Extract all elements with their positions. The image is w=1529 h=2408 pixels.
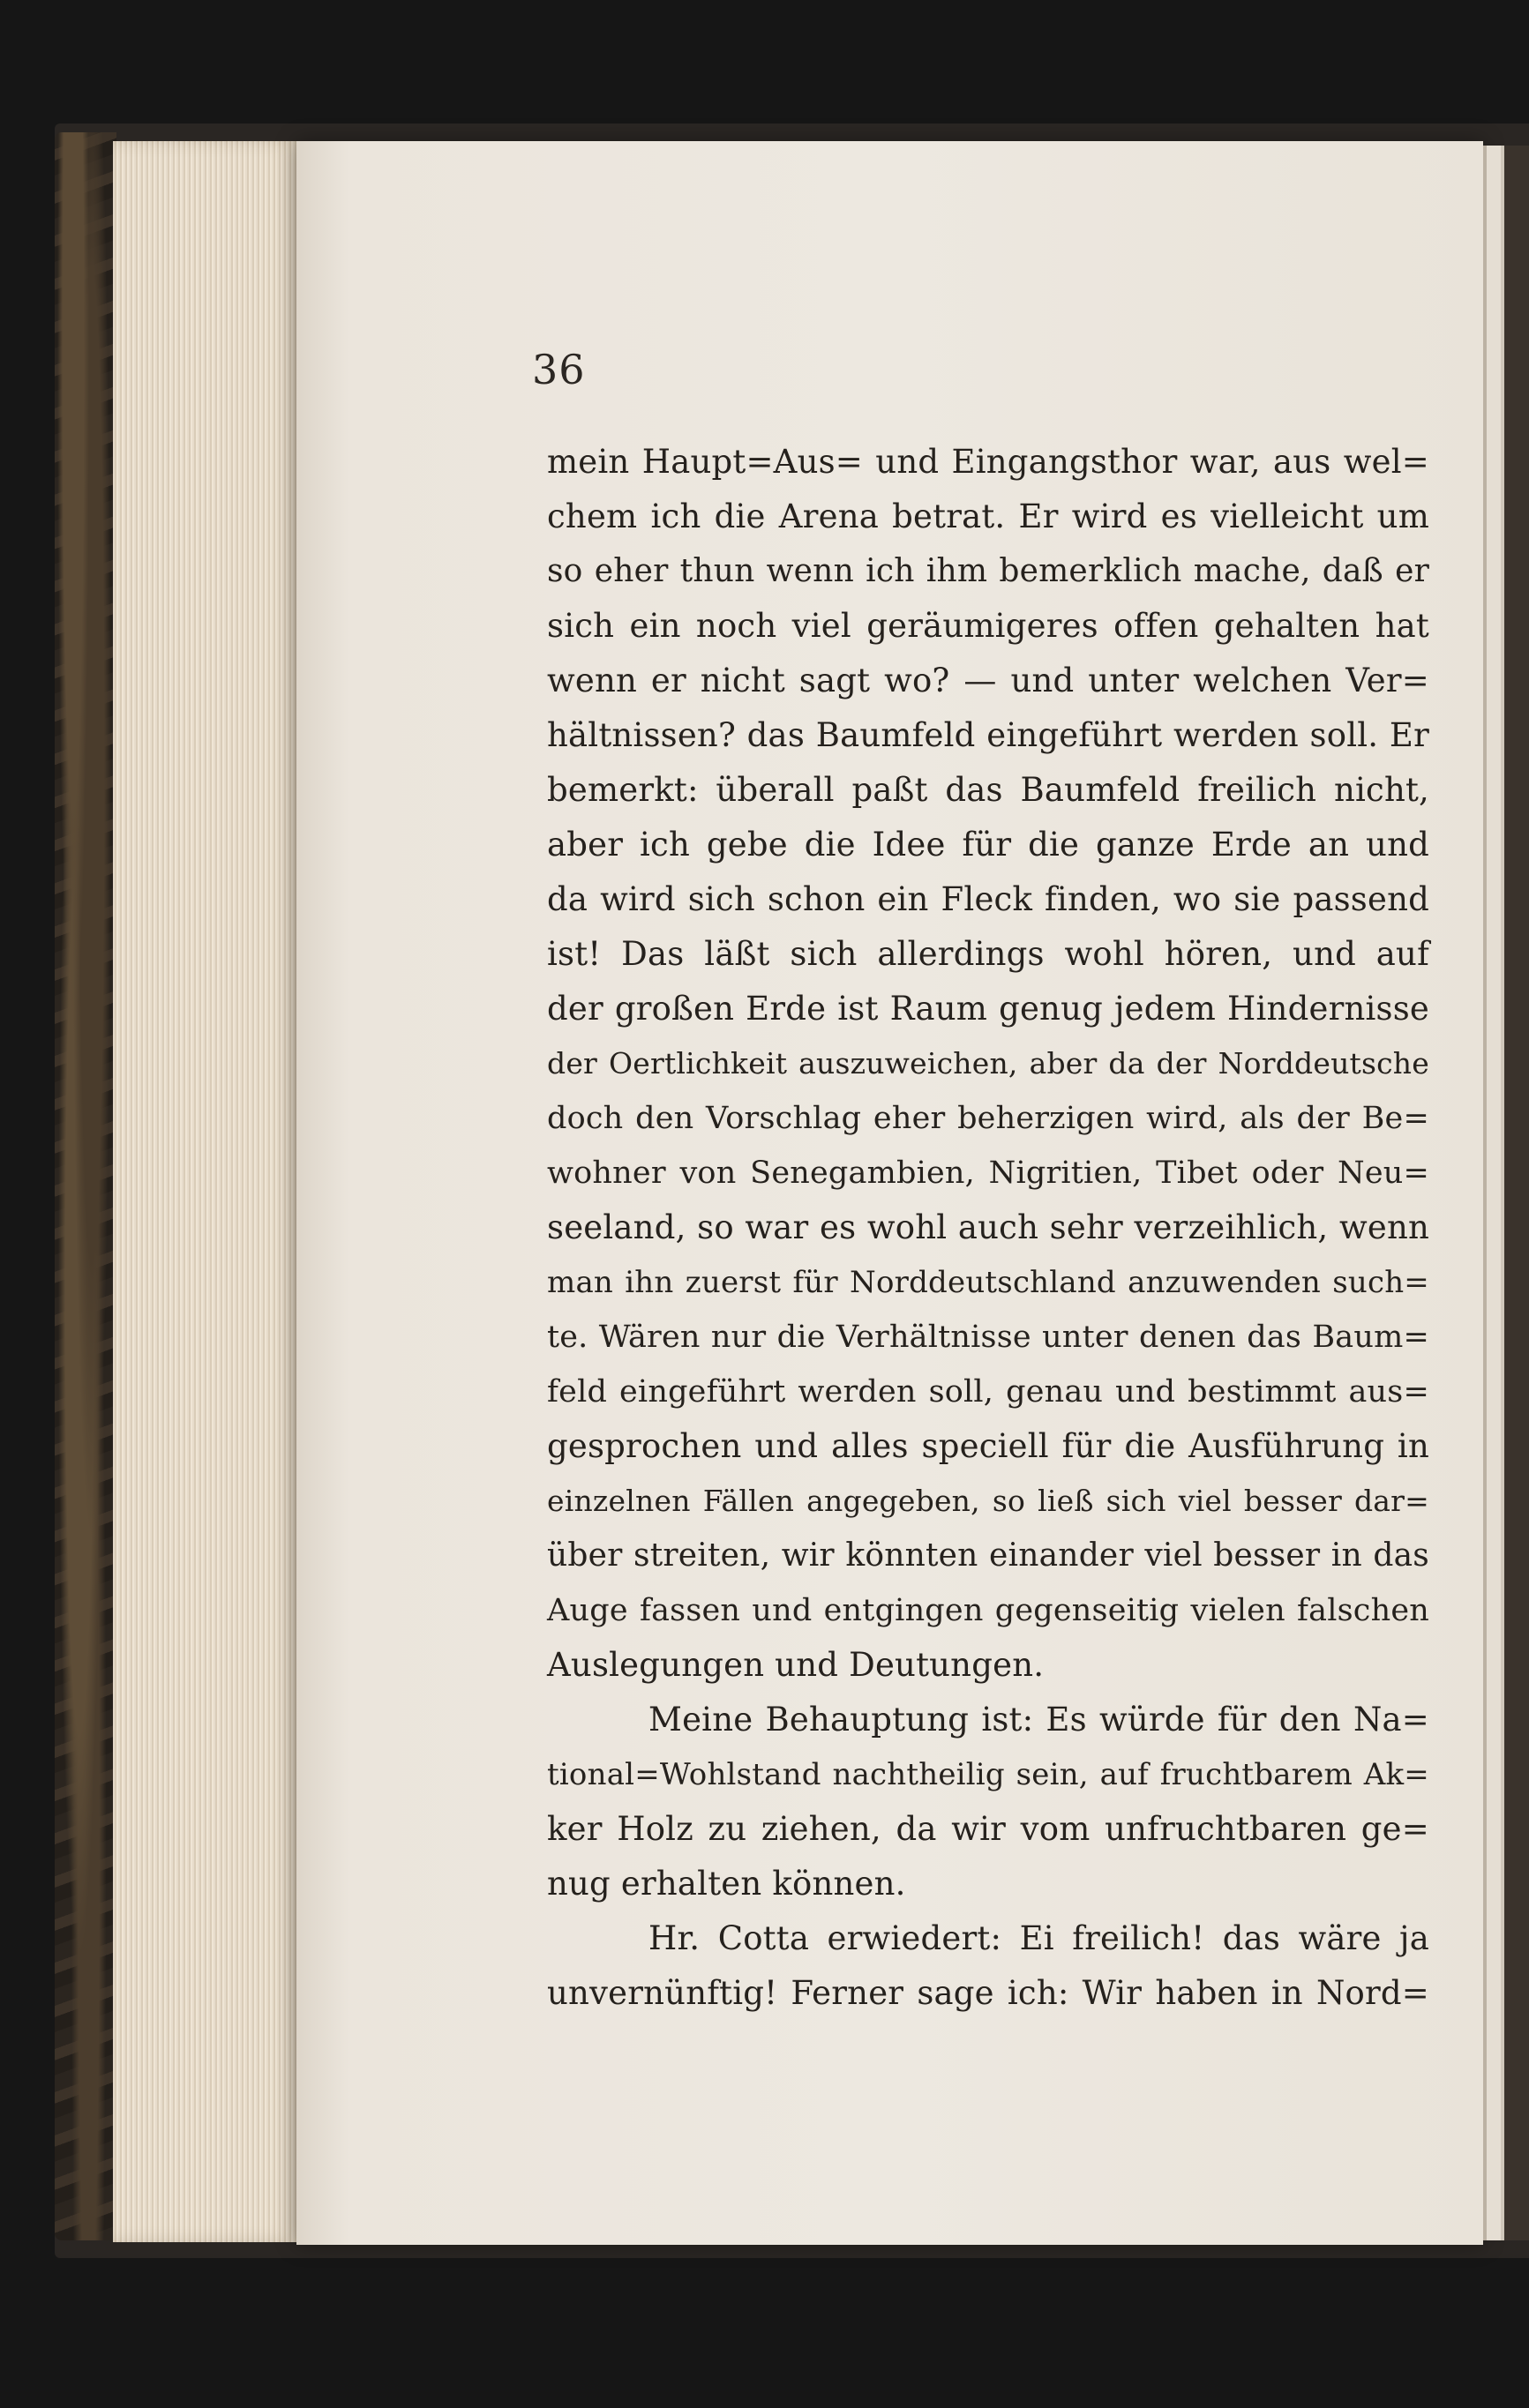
text-line: ker Holz zu ziehen, da wir vom unfruchtbaren ge= xyxy=(547,1810,1429,1848)
text-line: hältnissen? das Baumfeld eingeführt werden soll. Er xyxy=(547,716,1429,754)
text-line: wohner von Senegambien, Nigritien, Tibet oder Neu= xyxy=(547,1155,1429,1191)
text-line: feld eingeführt werden soll, genau und bestimmt aus= xyxy=(547,1374,1429,1410)
page-text-body xyxy=(547,435,1429,2021)
text-line: da wird sich schon ein Fleck finden, wo sie passend xyxy=(547,880,1429,918)
text-line: te. Wären nur die Verhältnisse unter denen das Baum= xyxy=(547,1320,1429,1355)
text-line: ist! Das läßt sich allerdings wohl hören, und auf xyxy=(547,935,1429,973)
text-line: Auslegungen und Deutungen. xyxy=(547,1646,1045,1684)
text-line: chem ich die Arena betrat. Er wird es vielleicht um xyxy=(547,497,1429,535)
text-line: doch den Vorschlag eher beherzigen wird, als der Be= xyxy=(547,1101,1429,1136)
text-line: unvernünftig! Ferner sage ich: Wir haben in Nord= xyxy=(547,1974,1429,2012)
text-line: tional=Wohlstand nachtheilig sein, auf fruchtbarem Ak= xyxy=(547,1757,1429,1792)
text-line: Auge fassen und entgingen gegenseitig vielen falschen xyxy=(547,1593,1429,1628)
text-line: so eher thun wenn ich ihm bemerklich mache, daß er xyxy=(547,553,1429,589)
text-line: einzelnen Fällen angegeben, so ließ sich viel besser dar= xyxy=(547,1484,1429,1518)
page-number: 36 xyxy=(532,346,586,393)
text-line: sich ein noch viel geräumigeres offen gehalten hat xyxy=(547,607,1429,645)
text-line: mein Haupt=Aus= und Eingangsthor war, aus wel= xyxy=(547,443,1429,481)
text-line: bemerkt: überall paßt das Baumfeld freilich nicht, xyxy=(547,771,1429,809)
facing-page-edge xyxy=(1483,146,1529,2240)
text-line: wenn er nicht sagt wo? — und unter welchen Ver= xyxy=(547,662,1429,699)
text-line: über streiten, wir könnten einander viel besser in das xyxy=(547,1537,1429,1574)
text-line: Meine Behauptung ist: Es würde für den Na= xyxy=(648,1701,1429,1739)
text-line: nug erhalten können. xyxy=(547,1865,906,1903)
text-line: Hr. Cotta erwiedert: Ei freilich! das wäre ja xyxy=(648,1919,1429,1957)
text-line: seeland, so war es wohl auch sehr verzeihlich, wenn xyxy=(547,1208,1429,1246)
text-line: der Oertlichkeit auszuweichen, aber da der Norddeutsche xyxy=(547,1046,1429,1081)
page-stack-edges xyxy=(113,141,298,2242)
marbled-cover-edge xyxy=(55,132,116,2240)
text-line: man ihn zuerst für Norddeutschland anzuwenden such= xyxy=(547,1265,1429,1300)
text-line: gesprochen und alles speciell für die Ausführung in xyxy=(547,1427,1429,1465)
text-line: der großen Erde ist Raum genug jedem Hindernisse xyxy=(547,990,1429,1028)
text-line: aber ich gebe die Idee für die ganze Erde an und xyxy=(547,826,1429,864)
